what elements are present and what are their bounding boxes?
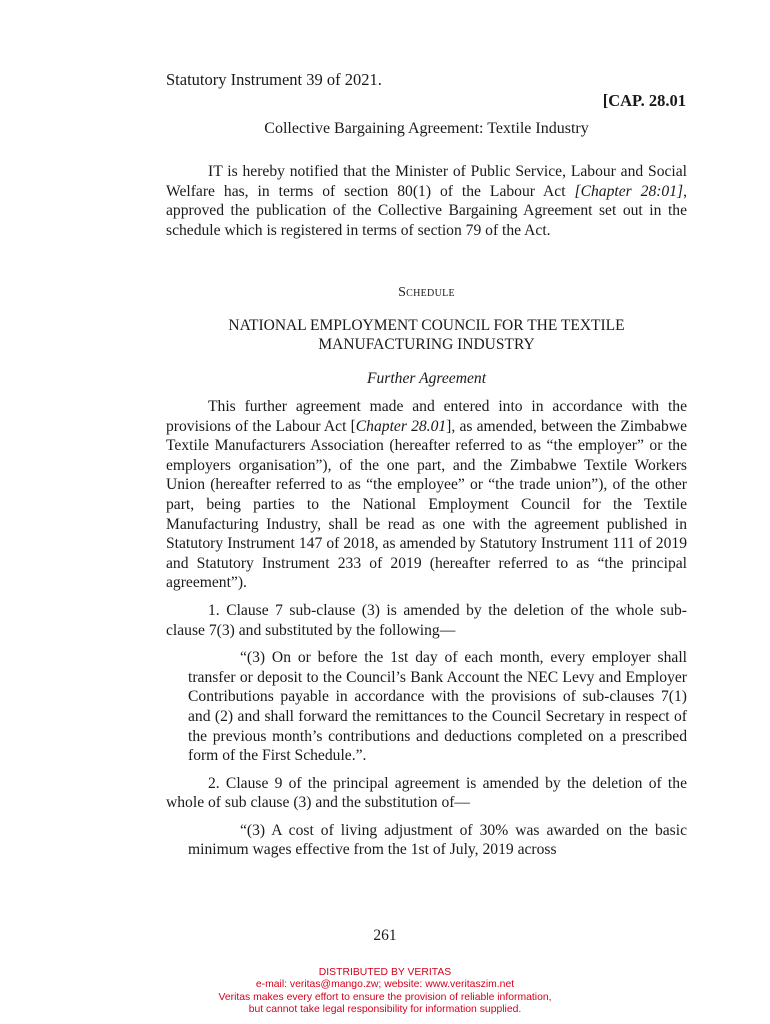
statutory-instrument-number: Statutory Instrument 39 of 2021. — [166, 70, 382, 89]
footer-line-1: DISTRIBUTED BY VERITAS — [318, 967, 452, 978]
chapter-reference: [CAP. 28.01 — [602, 91, 686, 110]
intro-chapter-italic: Chapter 28.01 — [355, 417, 447, 435]
body-block — [166, 397, 687, 860]
notice-block — [166, 162, 687, 240]
schedule-heading: Schedule — [398, 285, 455, 300]
notice-text-end: , approved the publication of the Collective Bargaining Agreement set out in the schedule which is registered in terms of section 79 of the Act. — [166, 182, 688, 239]
intro-text-end: ], as amended, between the Zimbabwe Textile Manufacturers Association (hereafter referred to as “the employer” or the employers organisation”), of the one part, and the Zimbabwe Textile Workers Union (hereafter referred to as “the employee” or “the trade union”), of the other part, being parties to the National Employment Council for the Textile Manufacturing Industry, shall be read as one with the agreement published in Statutory Instrument 147 of 2018, as amended by Statutory Instrument 111 of 2019 and Statutory Instrument 233 of 2019 (hereafter referred to as “the principal agreement”). — [166, 417, 687, 592]
intro-text-start: This further agreement made and entered into in accordance with the provisions of the Labour Act [ — [166, 398, 687, 435]
clause-2-quote: “(3) A cost of living adjustment of 30% was awarded on the basic minimum wages effective from the 1st of July, 2019 across — [188, 821, 687, 859]
footer-line-4: but cannot take legal responsibility for information supplied. — [248, 1004, 522, 1016]
intro-paragraph — [166, 397, 687, 593]
clause-2-paragraph: 2. Clause 9 of the principal agreement is amended by the deletion of the whole of sub clause (3) and the substitution of— — [166, 774, 687, 812]
footer-line-2: e-mail: veritas@mango.zw; website: www.veritaszim.net — [255, 979, 515, 991]
agreement-title: Collective Bargaining Agreement: Textile Industry — [264, 120, 589, 137]
council-heading-line2: MANUFACTURING INDUSTRY — [318, 336, 535, 353]
clause-1-paragraph: 1. Clause 7 sub-clause (3) is amended by the deletion of the whole sub-clause 7(3) and substituted by the following— — [166, 601, 687, 639]
council-heading — [166, 316, 687, 354]
notice-chapter-italic: [Chapter 28:01] — [574, 182, 684, 200]
clause-1-quote: “(3) On or before the 1st day of each month, every employer shall transfer or deposit to the Council’s Bank Account the NEC Levy and Employer Contributions payable in accordance with the provisions of sub-clauses 7(1) and (2) and shall forward the remittances to the Council Secretary in respect of the previous month’s contributions and deductions completed on a prescribed form of the First Schedule.”. — [188, 649, 687, 765]
footer-line-3: Veritas makes every effort to ensure the provision of reliable information, — [218, 991, 552, 1003]
further-agreement-heading: Further Agreement — [366, 370, 487, 387]
notice-paragraph — [166, 162, 687, 240]
council-heading-line1: NATIONAL EMPLOYMENT COUNCIL FOR THE TEXTILE — [228, 317, 625, 334]
distribution-footer — [0, 967, 770, 1017]
page-number: 261 — [373, 927, 397, 944]
notice-text-start: IT is hereby notified that the Minister of Public Service, Labour and Social Welfare has, in terms of section 80(1) of the Labour Act — [166, 163, 687, 200]
